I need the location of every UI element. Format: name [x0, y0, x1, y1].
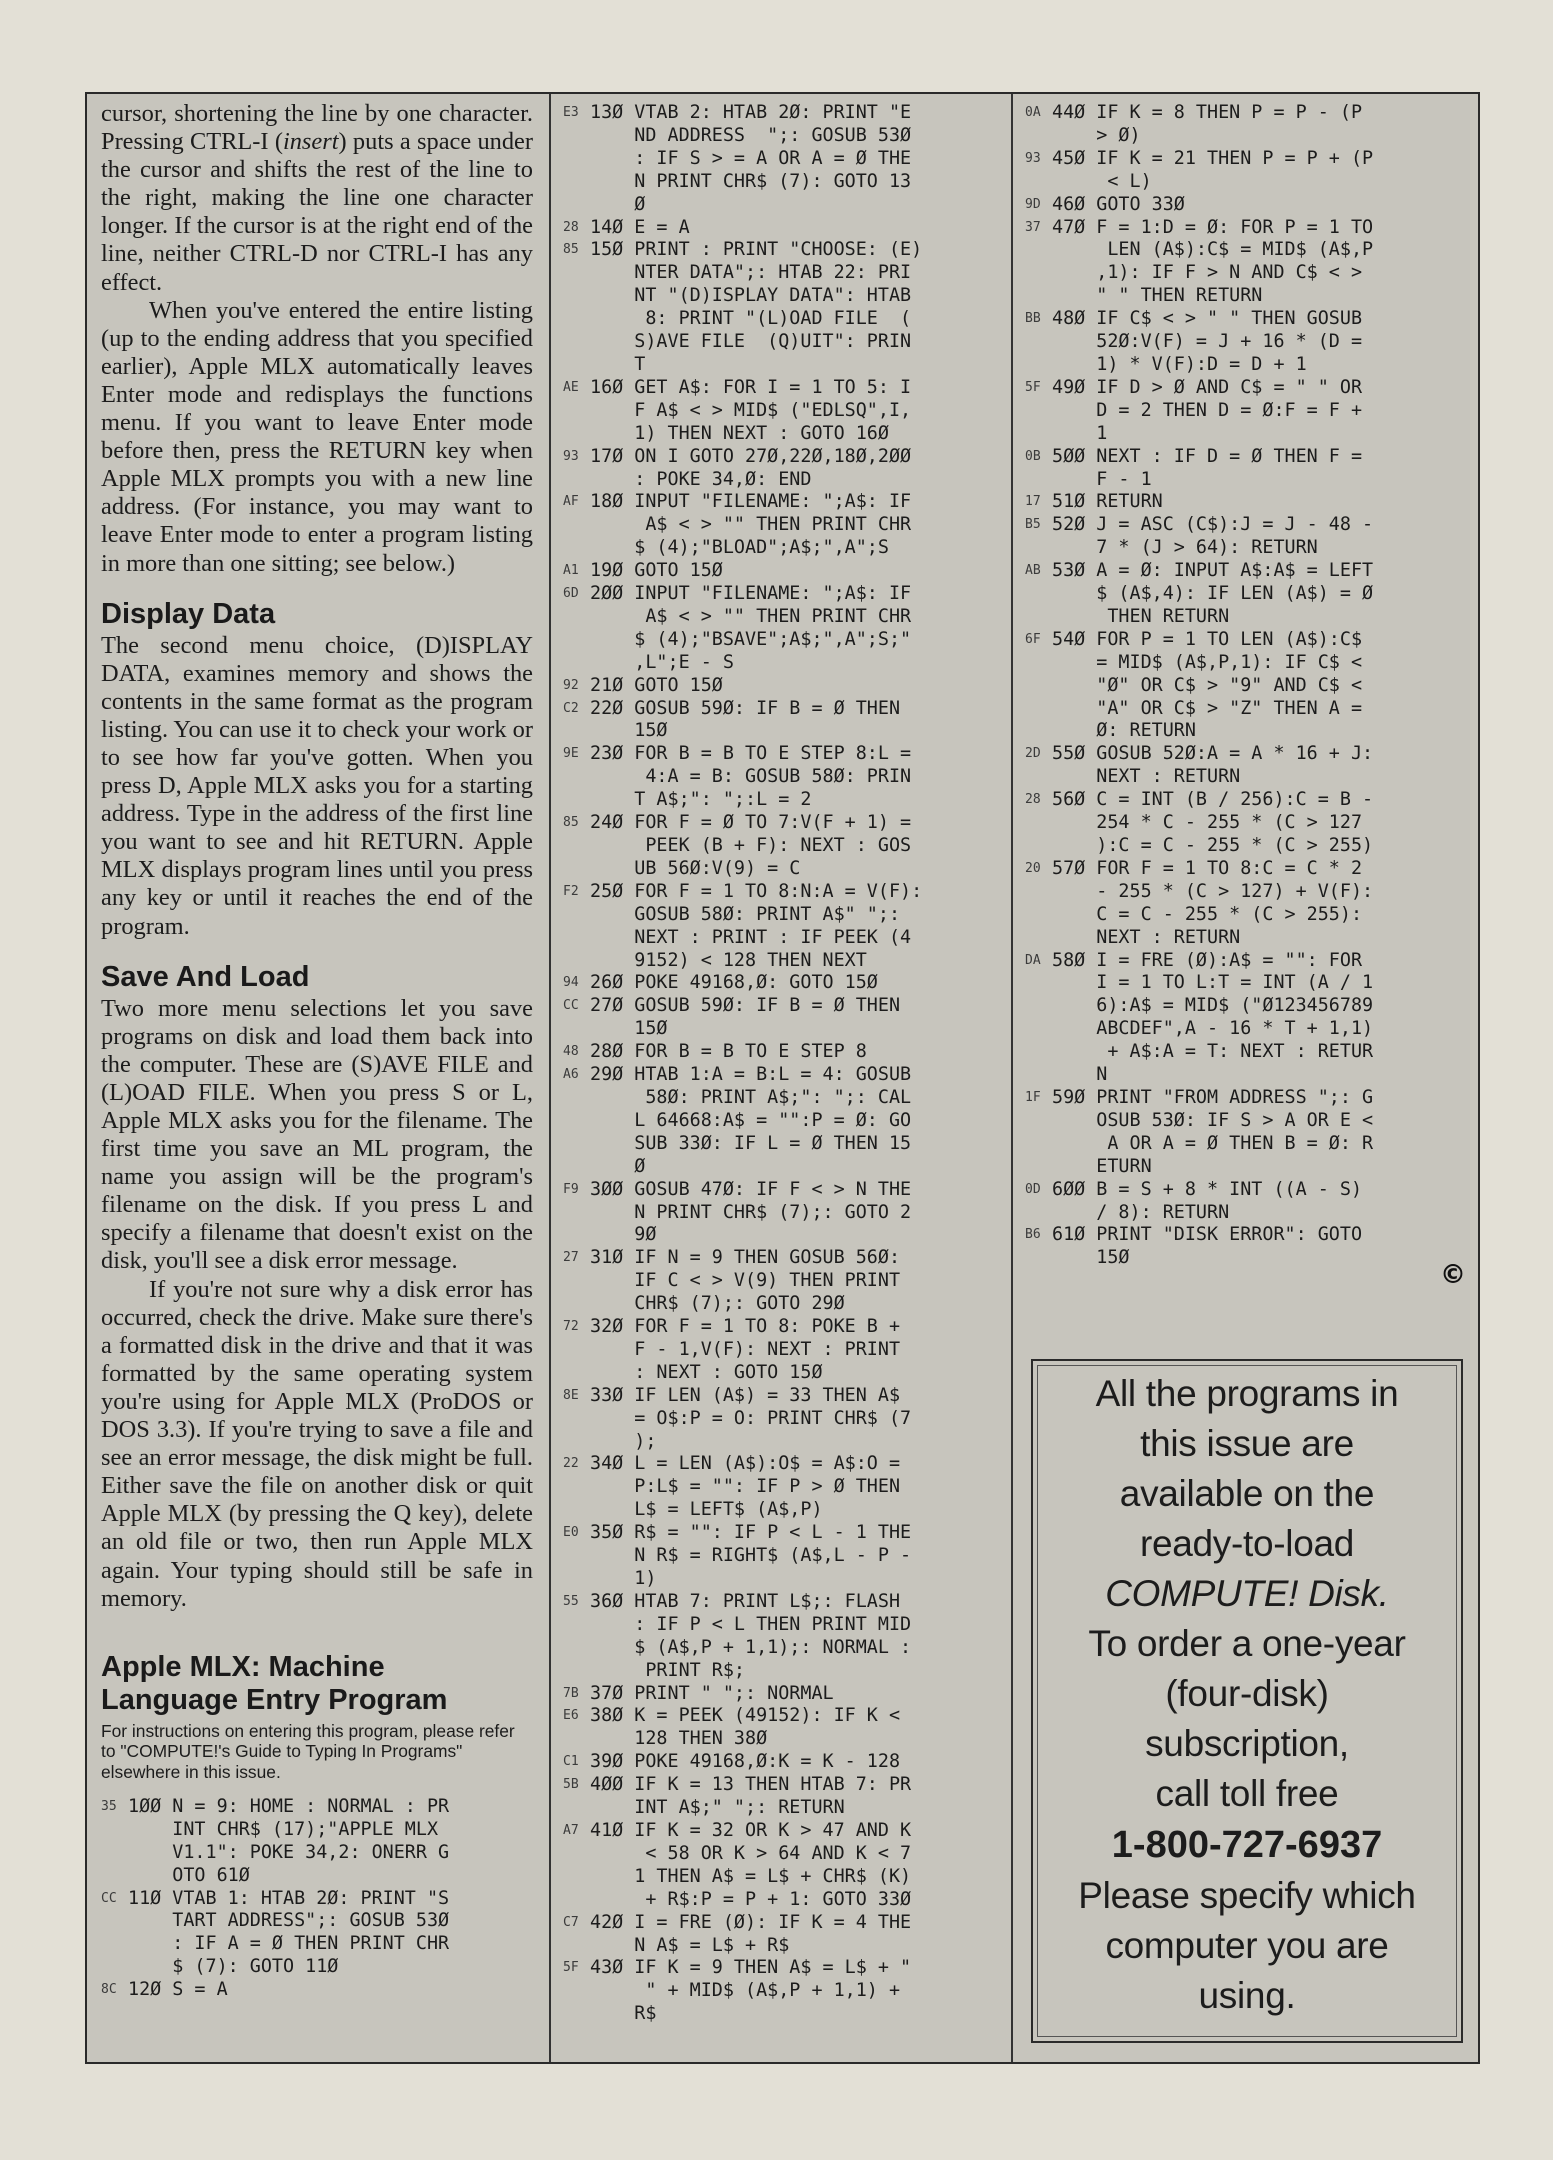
checksum: BB	[1025, 311, 1041, 327]
column-divider	[549, 94, 551, 2062]
code-text: 39Ø POKE 49168,Ø:K = K - 128	[590, 1751, 901, 1773]
code-text: 15Ø PRINT : PRINT "CHOOSE: (E) NTER DATA";: HTAB 22: PRI NT "(D)ISPLAY DATA": HTAB 8: PRINT "(L)OAD FILE ( S)AVE FILE (Q)UIT": PRIN T	[590, 239, 923, 375]
checksum: 55	[563, 1593, 579, 1609]
code-line	[1025, 743, 1473, 789]
checksum: E6	[563, 1708, 579, 1724]
code-line	[563, 1522, 1003, 1591]
code-text: 24Ø FOR F = Ø TO 7:V(F + 1) = PEEK (B + F): NEXT : GOS UB 56Ø:V(9) = C	[590, 812, 912, 879]
checksum: 37	[1025, 219, 1041, 235]
code-line	[1025, 858, 1473, 950]
code-line	[563, 239, 1003, 376]
code-line	[563, 1774, 1003, 1820]
checksum: 0A	[1025, 105, 1041, 120]
copyright-icon: ©	[1440, 1260, 1466, 1290]
ad-line: All the programs in	[1095, 1373, 1399, 1414]
listing-heading-line: Language Entry Program	[101, 1683, 448, 1716]
code-line	[563, 1751, 1003, 1774]
ad-text	[1033, 1369, 1461, 1819]
code-listing	[101, 1796, 533, 2002]
code-line	[1025, 1179, 1473, 1225]
code-line	[101, 1796, 533, 1888]
code-text: 52Ø J = ASC (C$):J = J - 48 - 7 * (J > 64): RETURN	[1052, 514, 1374, 559]
code-text: 56Ø C = INT (B / 256):C = B - 254 * C - 255 * (C > 127 ):C = C - 255 * (C > 255)	[1052, 789, 1374, 856]
code-text: 26Ø POKE 49168,Ø: GOTO 15Ø	[590, 972, 878, 994]
code-text: 55Ø GOSUB 52Ø:A = A * 16 + J: NEXT : RETURN	[1052, 743, 1374, 788]
code-text: 58Ø I = FRE (Ø):A$ = "": FOR I = 1 TO L:T = INT (A / 1 6):A$ = MID$ ("Ø123456789 ABCDEF",A - 16 * T + 1,1) + A$:A = T: NEXT : RETUR N	[1052, 949, 1374, 1086]
code-line	[1025, 217, 1473, 309]
code-line	[101, 1979, 533, 2002]
ad-text	[1033, 1871, 1461, 2021]
code-listing	[1025, 102, 1473, 1270]
code-text: 19Ø GOTO 15Ø	[590, 560, 723, 582]
checksum: 2D	[1025, 746, 1041, 762]
checksum: 8C	[101, 1982, 117, 1998]
checksum: 85	[563, 242, 579, 258]
code-text: 14Ø E = A	[590, 216, 690, 238]
checksum: B5	[1025, 517, 1041, 533]
code-line	[1025, 446, 1473, 492]
ad-line: (four-disk)	[1165, 1673, 1329, 1714]
checksum: 9E	[563, 746, 579, 762]
code-line	[1025, 950, 1473, 1087]
checksum: A1	[563, 563, 579, 579]
code-line	[1025, 194, 1473, 217]
checksum: 7B	[563, 1685, 579, 1701]
body-paragraph: The second menu choice, (D)ISPLAY DATA, examines memory and shows the contents in the same format as the program listing. You can use it to check your work or to see how far you've gotten. When you press D, Apple MLX asks you for a starting address. Type in the address of the first line you want to see and hit RETURN. Apple MLX displays program lines until you press any key or until it reaches the end of the program.	[101, 631, 533, 940]
code-text: 18Ø INPUT "FILENAME: ";A$: IF A$ < > "" THEN PRINT CHR $ (4);"BLOAD";A$;",A";S	[590, 491, 912, 559]
code-line	[1025, 148, 1473, 194]
code-text: 29Ø HTAB 1:A = B:L = 4: GOSUB 58Ø: PRINT A$;": ";: CAL L 64668:A$ = "":P = Ø: GO SUB 33Ø: IF L = Ø THEN 15 Ø	[590, 1064, 912, 1177]
code-column	[557, 94, 1009, 2062]
checksum: C1	[563, 1754, 579, 1770]
checksum: A7	[563, 1822, 579, 1838]
checksum: 8E	[563, 1387, 579, 1403]
checksum: 28	[1025, 792, 1041, 808]
checksum: 93	[563, 448, 579, 464]
code-line	[563, 560, 1003, 583]
code-text: 38Ø K = PEEK (49152): IF K < 128 THEN 38Ø	[590, 1705, 901, 1750]
checksum: 17	[1025, 494, 1041, 510]
checksum: 0D	[1025, 1181, 1041, 1197]
code-text: 33Ø IF LEN (A$) = 33 THEN A$ = O$:P = O: PRINT CHR$ (7 );	[590, 1384, 912, 1452]
ad-line: COMPUTE! Disk.	[1105, 1573, 1389, 1614]
ad-line: To order a one-year	[1088, 1623, 1406, 1664]
checksum: 6F	[1025, 631, 1041, 647]
ad-line: using.	[1198, 1975, 1296, 2016]
ad-line: computer you are	[1105, 1925, 1389, 1966]
checksum: F9	[563, 1181, 579, 1197]
checksum: AF	[563, 494, 579, 510]
listing-heading	[101, 1651, 533, 1717]
body-paragraph: If you're not sure why a disk error has occurred, check the drive. Make sure there's a formatted disk in the drive and that it was formatted by the same operating system you're using for Apple MLX (ProDOS or DOS 3.3). If you're trying to save a file and see an error message, the disk might be full. Either save the file on another disk or quit Apple MLX (by pressing the Q key), delete an old file or two, then run Apple MLX again. Your typing should still be safe in memory.	[101, 1275, 533, 1612]
ad-line: available on the	[1119, 1473, 1375, 1514]
code-text: 1ØØ N = 9: HOME : NORMAL : PR INT CHR$ (17);"APPLE MLX V1.1": POKE 34,2: ONERR G OTO 61Ø	[128, 1795, 450, 1886]
code-text: 37Ø PRINT " ";: NORMAL	[590, 1682, 834, 1704]
code-line	[563, 1453, 1003, 1522]
code-text: 4ØØ IF K = 13 THEN HTAB 7: PR INT A$;" ";: RETURN	[590, 1774, 912, 1819]
checksum: B6	[1025, 1227, 1041, 1243]
code-text: 25Ø FOR F = 1 TO 8:N:A = V(F): GOSUB 58Ø: PRINT A$" ";: NEXT : PRINT : IF PEEK (4 9152) < 128 THEN NEXT	[590, 880, 923, 971]
body-paragraph: cursor, shortening the line by one character. Pressing CTRL-I (insert) puts a space under the cursor and shifts the rest of the line to the right, making the line one character longer. If the cursor is at the right end of the line, neither CTRL-D nor CTRL-I has any effect.	[101, 100, 533, 296]
code-line	[563, 583, 1003, 675]
code-text: 53Ø A = Ø: INPUT A$:A$ = LEFT $ (A$,4): IF LEN (A$) = Ø THEN RETURN	[1052, 560, 1374, 627]
checksum: DA	[1025, 952, 1041, 968]
section-heading-save-and-load: Save And Load	[101, 960, 310, 993]
ad-line: call toll free	[1155, 1773, 1339, 1814]
code-text: 48Ø IF C$ < > " " THEN GOSUB 52Ø:V(F) = J + 16 * (D = 1) * V(F):D = D + 1	[1052, 308, 1363, 375]
code-line	[563, 446, 1003, 492]
checksum: 22	[563, 1456, 579, 1472]
code-text: 28Ø FOR B = B TO E STEP 8	[590, 1041, 867, 1063]
code-text: 2ØØ INPUT "FILENAME: ";A$: IF A$ < > "" THEN PRINT CHR $ (4);"BSAVE";A$;",A";S;" ,L";E - S	[590, 583, 912, 673]
checksum: 28	[563, 219, 579, 235]
code-line	[563, 1316, 1003, 1385]
listing-heading-line: Apple MLX: Machine	[101, 1650, 385, 1683]
code-line	[563, 1041, 1003, 1064]
code-text: 22Ø GOSUB 59Ø: IF B = Ø THEN 15Ø	[590, 697, 901, 742]
checksum: 85	[563, 815, 579, 831]
code-line	[1025, 1224, 1473, 1270]
code-line	[1025, 560, 1473, 629]
code-line	[563, 881, 1003, 973]
checksum: 72	[563, 1319, 579, 1335]
checksum: 93	[1025, 150, 1041, 166]
code-line	[101, 1888, 533, 1980]
checksum: 6D	[563, 586, 579, 602]
code-line	[563, 972, 1003, 995]
code-text: 6ØØ B = S + 8 * INT ((A - S) / 8): RETURN	[1052, 1178, 1363, 1223]
code-text: 12Ø S = A	[128, 1979, 228, 2001]
code-text: 3ØØ GOSUB 47Ø: IF F < > N THE N PRINT CHR$ (7);: GOTO 2 9Ø	[590, 1178, 912, 1246]
checksum: 5F	[1025, 379, 1041, 395]
checksum: E0	[563, 1525, 579, 1541]
code-text: 17Ø ON I GOTO 27Ø,22Ø,18Ø,2ØØ : POKE 34,Ø: END	[590, 445, 912, 490]
code-line	[563, 812, 1003, 881]
code-text: 45Ø IF K = 21 THEN P = P + (P < L)	[1052, 147, 1374, 192]
code-text: 42Ø I = FRE (Ø): IF K = 4 THE N A$ = L$ + R$	[590, 1911, 912, 1956]
checksum: AE	[563, 379, 579, 395]
checksum: CC	[563, 998, 579, 1014]
body-paragraph: Two more menu selections let you save programs on disk and load them back into the computer. These are (S)AVE FILE and (L)OAD FILE. When you press S or L, Apple MLX asks you for the filename. The first time you save an ML program, the name you assign will be the program's filename on the disk. If you press L and specify a filename that doesn't exist on the disk, you'll see a disk error message.	[101, 994, 533, 1275]
code-text: 16Ø GET A$: FOR I = 1 TO 5: I F A$ < > MID$ ("EDLSQ",I, 1) THEN NEXT : GOTO 16Ø	[590, 376, 912, 444]
code-line	[563, 1705, 1003, 1751]
code-text: 49Ø IF D > Ø AND C$ = " " OR D = 2 THEN D = Ø:F = F + 1	[1052, 376, 1363, 444]
checksum: CC	[101, 1890, 117, 1906]
code-text: 35Ø R$ = "": IF P < L - 1 THE N R$ = RIGHT$ (A$,L - P - 1)	[590, 1522, 912, 1589]
code-line	[563, 698, 1003, 744]
code-line	[1025, 629, 1473, 744]
code-line	[563, 491, 1003, 560]
code-line	[563, 217, 1003, 240]
code-text: 32Ø FOR F = 1 TO 8: POKE B + F - 1,V(F): NEXT : PRINT : NEXT : GOTO 15Ø	[590, 1316, 901, 1383]
checksum: 0B	[1025, 448, 1041, 464]
checksum: 27	[563, 1250, 579, 1266]
checksum: 20	[1025, 860, 1041, 876]
checksum: C7	[563, 1914, 579, 1930]
code-line	[1025, 491, 1473, 514]
code-text: 11Ø VTAB 1: HTAB 2Ø: PRINT "S TART ADDRESS";: GOSUB 53Ø : IF A = Ø THEN PRINT CHR $ (7): GOTO 11Ø	[128, 1887, 450, 1978]
code-line	[1025, 1087, 1473, 1179]
code-line	[563, 1820, 1003, 1912]
code-text: 54Ø FOR P = 1 TO LEN (A$):C$ = MID$ (A$,P,1): IF C$ < "Ø" OR C$ > "9" AND C$ < "A" OR C$ > "Z" THEN A = Ø: RETURN	[1052, 628, 1363, 742]
checksum: 1F	[1025, 1089, 1041, 1105]
code-text: 36Ø HTAB 7: PRINT L$;: FLASH : IF P < L THEN PRINT MID $ (A$,P + 1,1);: NORMAL : PRINT R$;	[590, 1590, 912, 1681]
code-text: 57Ø FOR F = 1 TO 8:C = C * 2 - 255 * (C > 127) + V(F): C = C - 255 * (C > 255): NEXT : RETURN	[1052, 857, 1374, 948]
code-text: 5ØØ NEXT : IF D = Ø THEN F = F - 1	[1052, 445, 1363, 490]
ad-line: ready-to-load	[1139, 1523, 1355, 1564]
code-line	[1025, 102, 1473, 148]
checksum: 35	[101, 1798, 117, 1814]
subscription-ad	[1031, 1359, 1463, 2043]
code-line	[563, 1179, 1003, 1248]
checksum: 5B	[563, 1777, 579, 1793]
code-text: 59Ø PRINT "FROM ADDRESS ";: G OSUB 53Ø: IF S > A OR E < A OR A = Ø THEN B = Ø: R ETURN	[1052, 1086, 1374, 1177]
code-text: 47Ø F = 1:D = Ø: FOR P = 1 TO LEN (A$):C$ = MID$ (A$,P ,1): IF F > N AND C$ < > " " THEN RETURN	[1052, 216, 1374, 307]
code-line	[563, 675, 1003, 698]
checksum: 92	[563, 677, 579, 693]
code-text: 51Ø RETURN	[1052, 491, 1163, 513]
code-text: 61Ø PRINT "DISK ERROR": GOTO 15Ø	[1052, 1224, 1363, 1269]
code-text: 41Ø IF K = 32 OR K > 47 AND K < 58 OR K > 64 AND K < 7 1 THEN A$ = L$ + CHR$ (K) + R$:P = P + 1: GOTO 33Ø	[590, 1819, 912, 1910]
code-text: 31Ø IF N = 9 THEN GOSUB 56Ø: IF C < > V(9) THEN PRINT CHR$ (7);: GOTO 29Ø	[590, 1247, 901, 1315]
code-line	[563, 1683, 1003, 1706]
section-heading-display-data: Display Data	[101, 597, 276, 630]
code-text: 34Ø L = LEN (A$):O$ = A$:O = P:L$ = "": IF P > Ø THEN L$ = LEFT$ (A$,P)	[590, 1453, 901, 1521]
checksum: 5F	[563, 1960, 579, 1976]
checksum: AB	[1025, 563, 1041, 579]
listing-note: For instructions on entering this program, please refer to "COMPUTE!'s Guide to Typing In Programs" elsewhere in this issue.	[101, 1720, 515, 1782]
code-listing	[563, 102, 1003, 2026]
code-line	[1025, 377, 1473, 446]
code-line	[563, 1247, 1003, 1316]
ad-line: this issue are	[1140, 1423, 1354, 1464]
code-line	[563, 995, 1003, 1041]
code-line	[563, 1957, 1003, 2026]
ad-phone-number: 1-800-727-6937	[1111, 1824, 1383, 1866]
code-line	[563, 377, 1003, 446]
code-line	[1025, 789, 1473, 858]
code-text: 43Ø IF K = 9 THEN A$ = L$ + " " + MID$ (A$,P + 1,1) + R$	[590, 1957, 912, 2025]
code-text: 44Ø IF K = 8 THEN P = P - (P > Ø)	[1052, 102, 1363, 146]
text-column	[87, 94, 547, 2062]
checksum: 9D	[1025, 196, 1041, 212]
ad-line: Please specify which	[1078, 1875, 1416, 1916]
code-text: 21Ø GOTO 15Ø	[590, 674, 723, 696]
code-line	[1025, 514, 1473, 560]
code-line	[563, 1385, 1003, 1454]
code-line	[1025, 308, 1473, 377]
code-text: 46Ø GOTO 33Ø	[1052, 193, 1185, 215]
checksum: A6	[563, 1067, 579, 1083]
checksum: C2	[563, 700, 579, 716]
body-paragraph: When you've entered the entire listing (up to the ending address that you specified earlier), Apple MLX automatically leaves Enter mode and redisplays the functions menu. If you want to leave Enter mode before then, press the RETURN key when Apple MLX prompts you with a new line address. (For instance, you may want to leave Enter mode to enter a program listing in more than one sitting; see below.)	[101, 296, 533, 577]
code-line	[563, 743, 1003, 812]
checksum: 94	[563, 975, 579, 991]
checksum: F2	[563, 883, 579, 899]
code-text: 13Ø VTAB 2: HTAB 2Ø: PRINT "E ND ADDRESS ";: GOSUB 53Ø : IF S > = A OR A = Ø THE N PRINT CHR$ (7): GOTO 13 Ø	[590, 102, 912, 215]
code-line	[563, 102, 1003, 217]
ad-line: subscription,	[1145, 1723, 1349, 1764]
code-text: 27Ø GOSUB 59Ø: IF B = Ø THEN 15Ø	[590, 995, 901, 1040]
column-divider	[1011, 94, 1013, 2062]
checksum: E3	[563, 105, 579, 120]
code-line	[563, 1912, 1003, 1958]
code-line	[563, 1064, 1003, 1179]
code-text: 23Ø FOR B = B TO E STEP 8:L = 4:A = B: GOSUB 58Ø: PRIN T A$;": ";:L = 2	[590, 743, 912, 811]
code-line	[563, 1591, 1003, 1683]
checksum: 48	[563, 1044, 579, 1060]
